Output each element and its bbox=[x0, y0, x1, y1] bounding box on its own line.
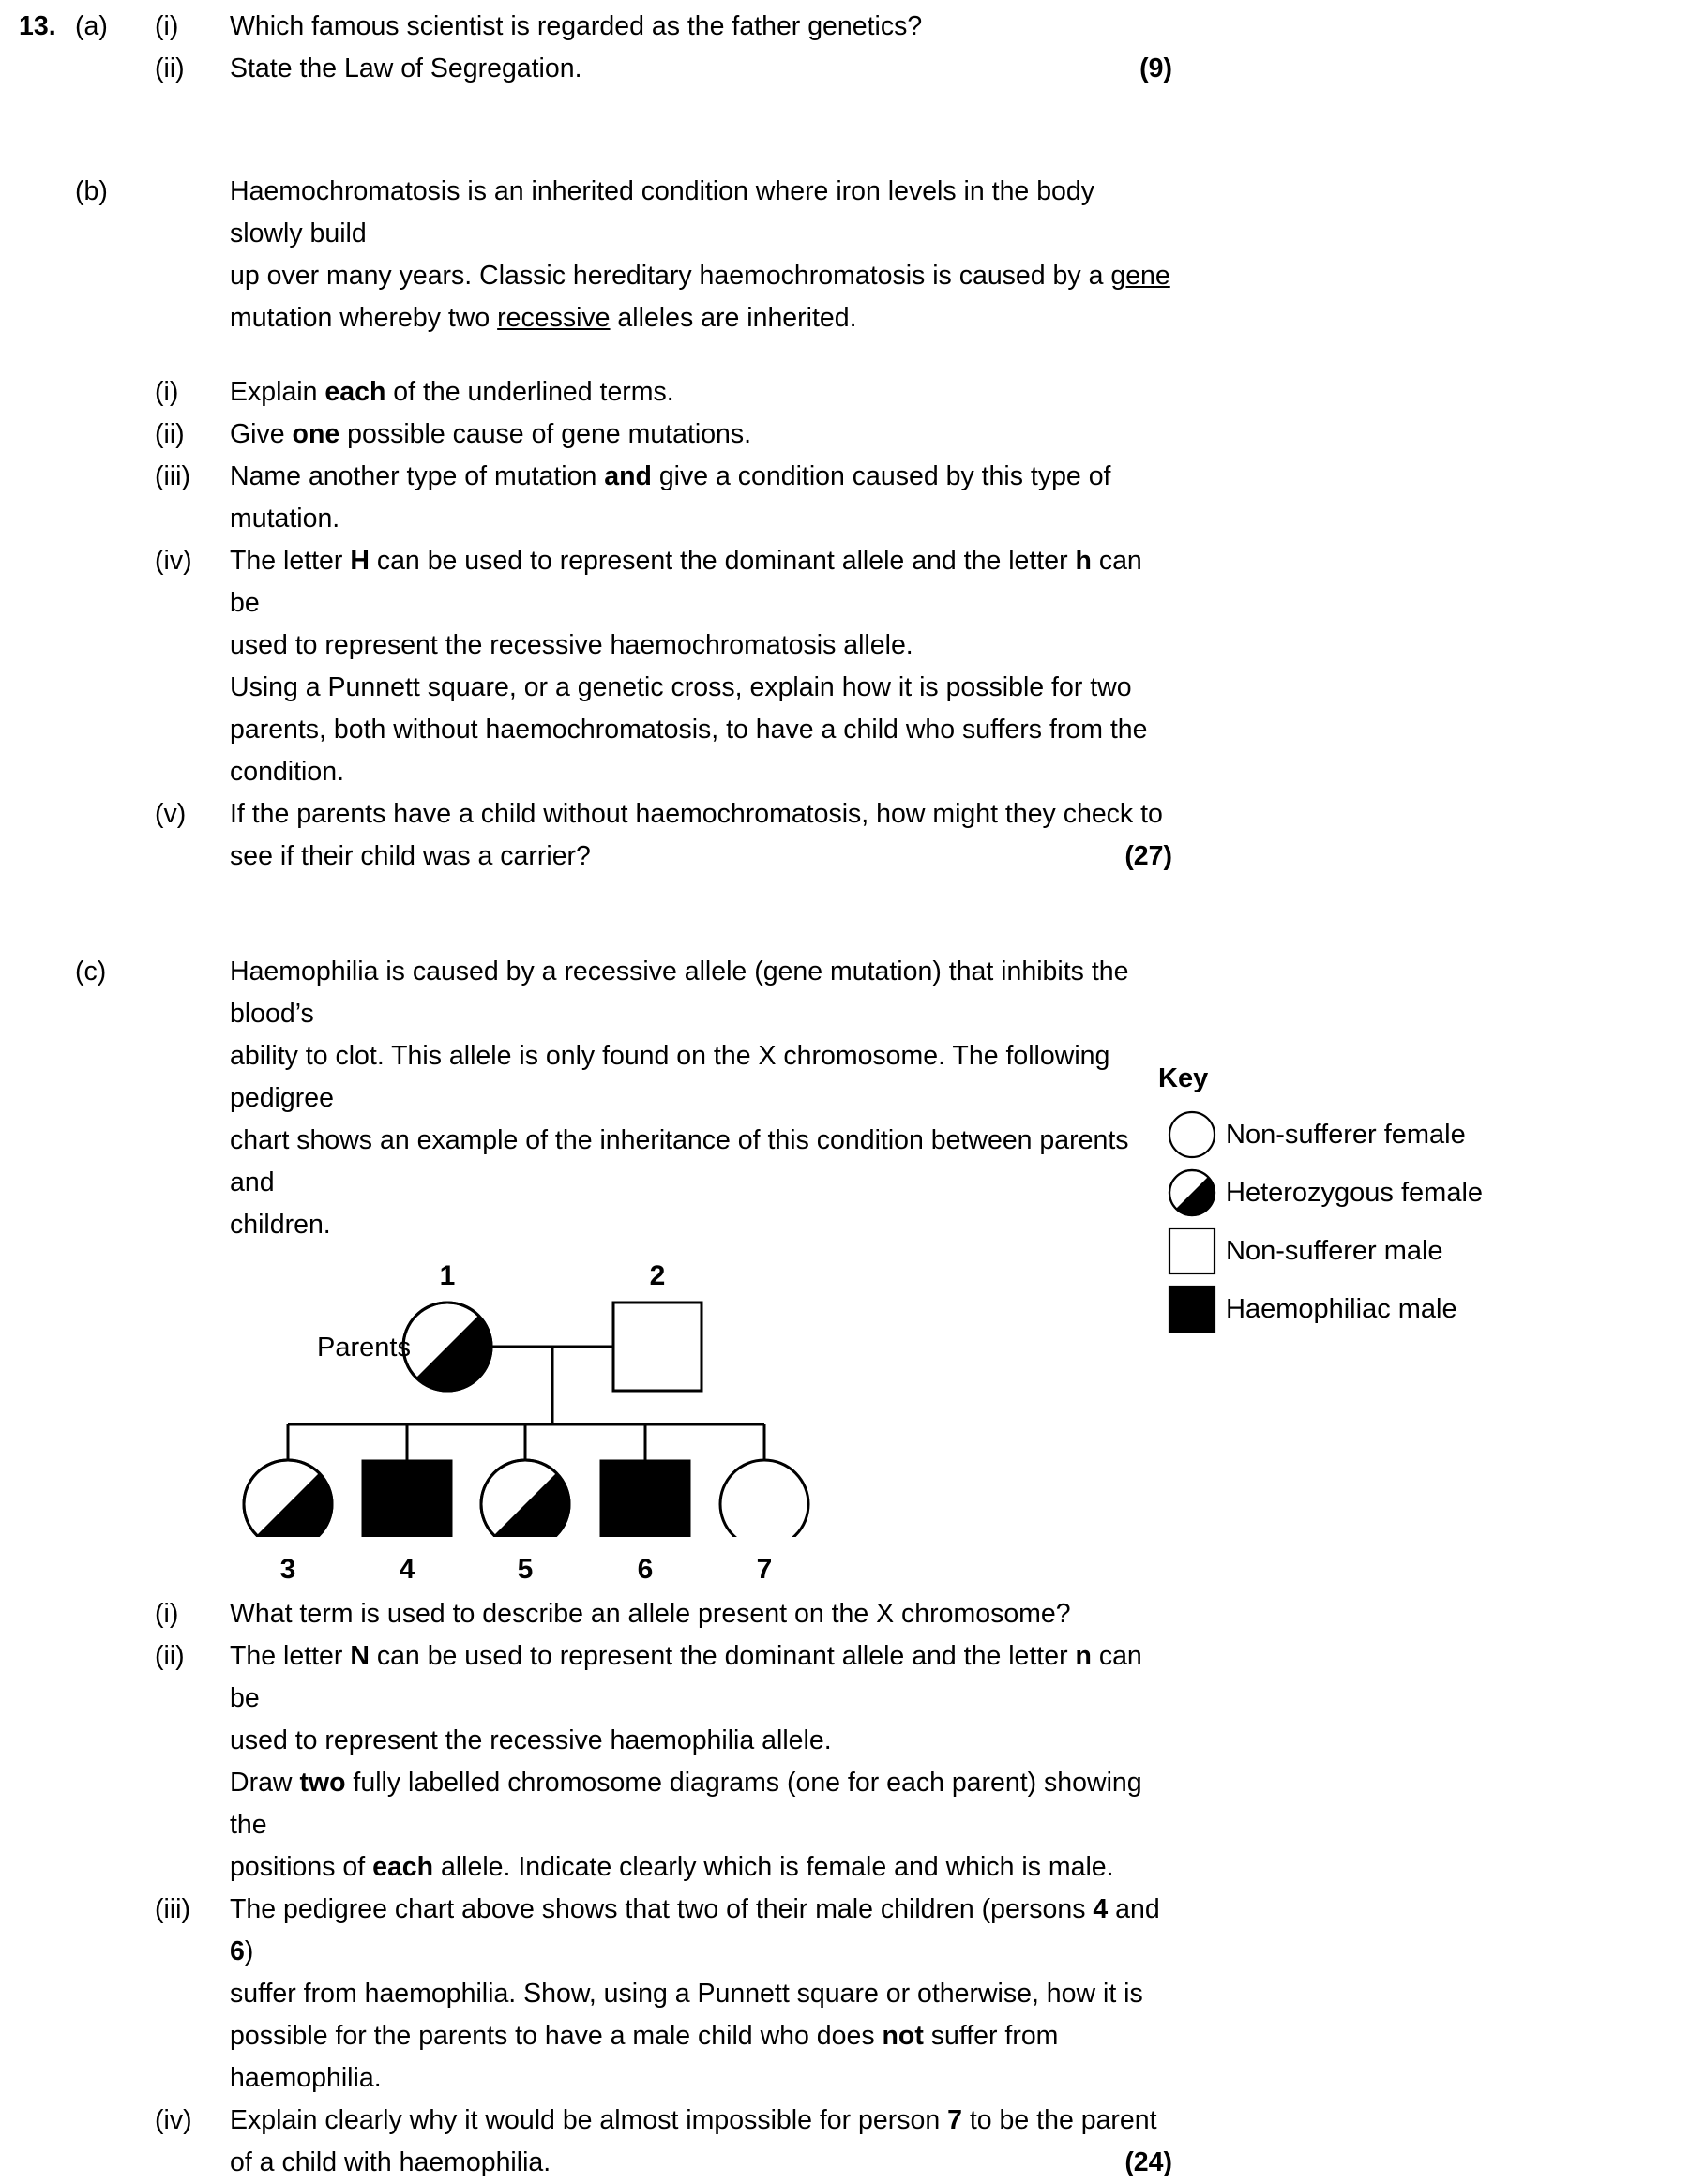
pedigree-number-4: 4 bbox=[399, 1554, 415, 1585]
part-c-item-i-text: What term is used to describe an allele present on the X chromosome? bbox=[230, 1599, 1071, 1629]
part-c-stem-line-4: children. bbox=[230, 1210, 331, 1240]
part-c-roman-ii: (ii) bbox=[155, 1641, 185, 1671]
part-letter-c: (c) bbox=[75, 956, 107, 987]
part-b-item-v-text bbox=[230, 793, 1172, 878]
line-pre: The letter bbox=[230, 546, 351, 576]
line-post: fully labelled chromosome diagrams (one for each parent) showing the bbox=[230, 1768, 1142, 1840]
part-b-stem-line-3 bbox=[230, 297, 1172, 339]
part-b-stem-line-2-text: up over many years. Classic hereditary haemochromatosis is caused by a bbox=[230, 261, 1111, 291]
question-13-part-b-stem bbox=[0, 171, 1705, 339]
question-13-part-c-item-iv bbox=[0, 2100, 1705, 2184]
line-post: can be bbox=[230, 546, 1142, 618]
question-13-part-b-item-v bbox=[0, 793, 1705, 878]
part-b-item-iii-text bbox=[230, 456, 1172, 540]
part-c-item-iv-line-1 bbox=[230, 2100, 1172, 2142]
pedigree-parents-label: Parents bbox=[317, 1333, 411, 1363]
part-b-item-v-line-1: If the parents have a child without haemochromatosis, how might they check to bbox=[230, 799, 1163, 829]
line-mid: and bbox=[1108, 1894, 1160, 1924]
key-row-non-sufferer-male bbox=[1158, 1222, 1590, 1280]
part-a-item-ii-text: State the Law of Segregation. bbox=[230, 53, 582, 83]
line-post: can be bbox=[230, 1641, 1142, 1713]
part-c-item-iv-text bbox=[230, 2100, 1172, 2184]
line-mid: can be used to represent the dominant allele and the letter bbox=[369, 1641, 1076, 1671]
part-a-roman-ii: (ii) bbox=[155, 53, 185, 83]
person-ref-7: 7 bbox=[947, 2105, 962, 2135]
part-c-item-ii-line-2: used to represent the recessive haemophilia allele. bbox=[230, 1725, 832, 1755]
part-b-stem-line-2 bbox=[230, 255, 1172, 297]
pedigree-number-1: 1 bbox=[439, 1260, 456, 1291]
part-b-item-iii-post: give a condition caused by this type of mutation. bbox=[230, 461, 1111, 534]
allele-symbol-h: h bbox=[1075, 546, 1092, 576]
line-pre: The pedigree chart above shows that two of their male children (persons bbox=[230, 1894, 1094, 1924]
part-b-item-v-line-2-row bbox=[230, 836, 1172, 878]
question-13-part-a-item-ii bbox=[0, 48, 1705, 90]
question-13-part-c-item-ii bbox=[0, 1635, 1705, 1889]
line-post: ) bbox=[244, 1936, 254, 1966]
pedigree-number-2: 2 bbox=[649, 1260, 666, 1291]
allele-symbol-n: n bbox=[1075, 1641, 1092, 1671]
part-c-roman-i: (i) bbox=[155, 1599, 179, 1629]
key-label-non-sufferer-male: Non-sufferer male bbox=[1226, 1236, 1443, 1266]
question-13-part-b-item-ii bbox=[0, 414, 1705, 456]
part-letter-b: (b) bbox=[75, 176, 108, 206]
part-c-item-iv-line-2-row bbox=[230, 2142, 1172, 2184]
line-post: allele. Indicate clearly which is female and which is male. bbox=[433, 1852, 1114, 1882]
part-a-item-i-text: Which famous scientist is regarded as the father genetics? bbox=[230, 11, 923, 41]
allele-symbol-H: H bbox=[350, 546, 370, 576]
line-pre: Explain clearly why it would be almost impossible for person bbox=[230, 2105, 948, 2135]
part-b-roman-iii: (iii) bbox=[155, 461, 190, 491]
person-ref-4: 4 bbox=[1093, 1894, 1109, 1924]
key-label-heterozygous-female: Heterozygous female bbox=[1226, 1178, 1484, 1208]
emphasis-each: each bbox=[372, 1852, 434, 1882]
part-letter-a: (a) bbox=[75, 11, 108, 41]
part-c-stem-text bbox=[230, 951, 1172, 1246]
part-b-item-iv-line-2: used to represent the recessive haemochromatosis allele. bbox=[230, 630, 913, 660]
exam-page bbox=[0, 6, 1705, 2177]
part-b-item-i-text bbox=[230, 371, 1172, 414]
question-13-part-c-item-i bbox=[0, 1593, 1705, 1635]
spacer-b-stem-to-items bbox=[0, 339, 1705, 371]
line-pre: The letter bbox=[230, 1641, 351, 1671]
key-row-heterozygous-female bbox=[1158, 1164, 1590, 1222]
spacer-after-part-b bbox=[0, 878, 1705, 951]
question-13-part-b-item-iv bbox=[0, 540, 1705, 793]
pedigree-person-5-heterozygous-female bbox=[481, 1460, 569, 1537]
part-b-roman-v: (v) bbox=[155, 799, 187, 829]
part-c-item-ii-line-4 bbox=[230, 1846, 1172, 1889]
part-b-stem-line-3-pre: mutation whereby two bbox=[230, 303, 498, 333]
part-c-stem-line-1: Haemophilia is caused by a recessive allele (gene mutation) that inhibits the blood’s bbox=[230, 956, 1129, 1029]
underlined-term-recessive: recessive bbox=[497, 303, 611, 333]
line-pre: positions of bbox=[230, 1852, 373, 1882]
line-post: to be the parent bbox=[961, 2105, 1157, 2135]
part-b-item-ii-post: possible cause of gene mutations. bbox=[339, 419, 752, 449]
part-b-item-iv-text bbox=[230, 540, 1172, 793]
part-c-item-ii-line-3 bbox=[230, 1762, 1172, 1846]
key-row-non-sufferer-female bbox=[1158, 1106, 1590, 1164]
line-post: suffer from bbox=[923, 2021, 1059, 2051]
part-b-roman-iv: (iv) bbox=[155, 546, 192, 576]
part-b-item-iv-line-3: Using a Punnett square, or a genetic cross, explain how it is possible for two bbox=[230, 672, 1132, 702]
key-row-haemophiliac-male bbox=[1158, 1280, 1590, 1338]
part-b-roman-i: (i) bbox=[155, 377, 179, 407]
part-b-item-ii-text bbox=[230, 414, 1172, 456]
part-c-item-iv-line-2: of a child with haemophilia. bbox=[230, 2147, 551, 2177]
part-b-item-iii-bold: and bbox=[604, 461, 652, 491]
part-b-item-ii-bold: one bbox=[292, 419, 340, 449]
part-b-item-ii-pre: Give bbox=[230, 419, 293, 449]
pedigree-person-6-haemophiliac-male bbox=[601, 1461, 689, 1537]
part-c-stem-line-3: chart shows an example of the inheritance of this condition between parents and bbox=[230, 1125, 1129, 1197]
spacer-after-part-a bbox=[0, 90, 1705, 171]
part-b-stem-text bbox=[230, 171, 1172, 339]
part-b-marks: (27) bbox=[1124, 841, 1172, 871]
part-c-item-ii-line-1 bbox=[230, 1635, 1172, 1720]
part-b-item-i-bold: each bbox=[324, 377, 386, 407]
part-c-item-iii-text bbox=[230, 1889, 1172, 2100]
person-ref-6: 6 bbox=[230, 1936, 245, 1966]
part-c-roman-iv: (iv) bbox=[155, 2105, 192, 2135]
part-c-marks: (24) bbox=[1124, 2147, 1172, 2177]
part-b-item-iv-line-1 bbox=[230, 540, 1172, 625]
line-mid: can be used to represent the dominant allele and the letter bbox=[369, 546, 1076, 576]
part-c-stem-line-2: ability to clot. This allele is only found on the X chromosome. The following pedigree bbox=[230, 1041, 1110, 1113]
part-b-item-i-post: of the underlined terms. bbox=[385, 377, 674, 407]
pedigree-person-2-non-sufferer-male bbox=[613, 1303, 702, 1391]
question-13-part-a-item-i bbox=[0, 6, 1705, 48]
part-a-roman-i: (i) bbox=[155, 11, 179, 41]
part-b-stem-line-1-text: Haemochromatosis is an inherited condition where iron levels in the body slowly build bbox=[230, 176, 1094, 249]
half-filled-circle-icon bbox=[1158, 1168, 1226, 1217]
part-b-item-v-line-2: see if their child was a carrier? bbox=[230, 841, 591, 871]
question-number: 13. bbox=[19, 11, 56, 41]
emphasis-not: not bbox=[882, 2021, 924, 2051]
question-13-part-b-item-i bbox=[0, 371, 1705, 414]
pedigree-person-7-non-sufferer-female bbox=[720, 1460, 808, 1537]
part-a-item-ii-line bbox=[230, 48, 1172, 90]
underlined-term-gene: gene bbox=[1110, 261, 1170, 291]
pedigree-number-6: 6 bbox=[637, 1554, 654, 1585]
pedigree-key bbox=[1158, 1062, 1590, 1338]
line-pre: Draw bbox=[230, 1768, 300, 1798]
part-b-item-i-pre: Explain bbox=[230, 377, 325, 407]
pedigree-number-5: 5 bbox=[517, 1554, 534, 1585]
part-c-item-iii-line-4: haemophilia. bbox=[230, 2063, 382, 2093]
part-c-item-iii-line-1 bbox=[230, 1889, 1172, 1973]
part-c-item-iii-line-2: suffer from haemophilia. Show, using a Punnett square or otherwise, how it is bbox=[230, 1979, 1143, 2009]
question-13-part-b-item-iii bbox=[0, 456, 1705, 540]
line-pre: possible for the parents to have a male child who does bbox=[230, 2021, 883, 2051]
question-13-part-c-item-iii bbox=[0, 1889, 1705, 2100]
part-c-roman-iii: (iii) bbox=[155, 1894, 190, 1924]
part-b-stem-line-3-post: alleles are inherited. bbox=[610, 303, 857, 333]
part-b-stem-line-1 bbox=[230, 171, 1172, 255]
emphasis-two: two bbox=[299, 1768, 346, 1798]
part-c-item-iii-line-3 bbox=[230, 2015, 1172, 2057]
pedigree-person-4-haemophiliac-male bbox=[363, 1461, 451, 1537]
part-b-item-iii-pre: Name another type of mutation bbox=[230, 461, 605, 491]
spacer-after-chart bbox=[0, 1537, 1705, 1593]
key-title: Key bbox=[1158, 1063, 1209, 1093]
part-c-item-ii-text bbox=[230, 1635, 1172, 1889]
open-square-icon bbox=[1158, 1227, 1226, 1275]
filled-square-icon bbox=[1158, 1285, 1226, 1333]
part-a-marks: (9) bbox=[1139, 53, 1172, 83]
pedigree-number-3: 3 bbox=[279, 1554, 296, 1585]
open-circle-icon bbox=[1158, 1110, 1226, 1159]
pedigree-number-7: 7 bbox=[756, 1554, 773, 1585]
key-label-non-sufferer-female: Non-sufferer female bbox=[1226, 1120, 1466, 1150]
key-label-haemophiliac-male: Haemophiliac male bbox=[1226, 1294, 1457, 1324]
pedigree-person-3-heterozygous-female bbox=[244, 1460, 332, 1537]
allele-symbol-N: N bbox=[350, 1641, 370, 1671]
part-b-roman-ii: (ii) bbox=[155, 419, 185, 449]
part-b-item-iv-line-4: parents, both without haemochromatosis, to have a child who suffers from the bbox=[230, 715, 1148, 745]
pedigree-person-1-heterozygous-female bbox=[403, 1303, 491, 1391]
part-b-item-iv-line-5: condition. bbox=[230, 757, 345, 787]
